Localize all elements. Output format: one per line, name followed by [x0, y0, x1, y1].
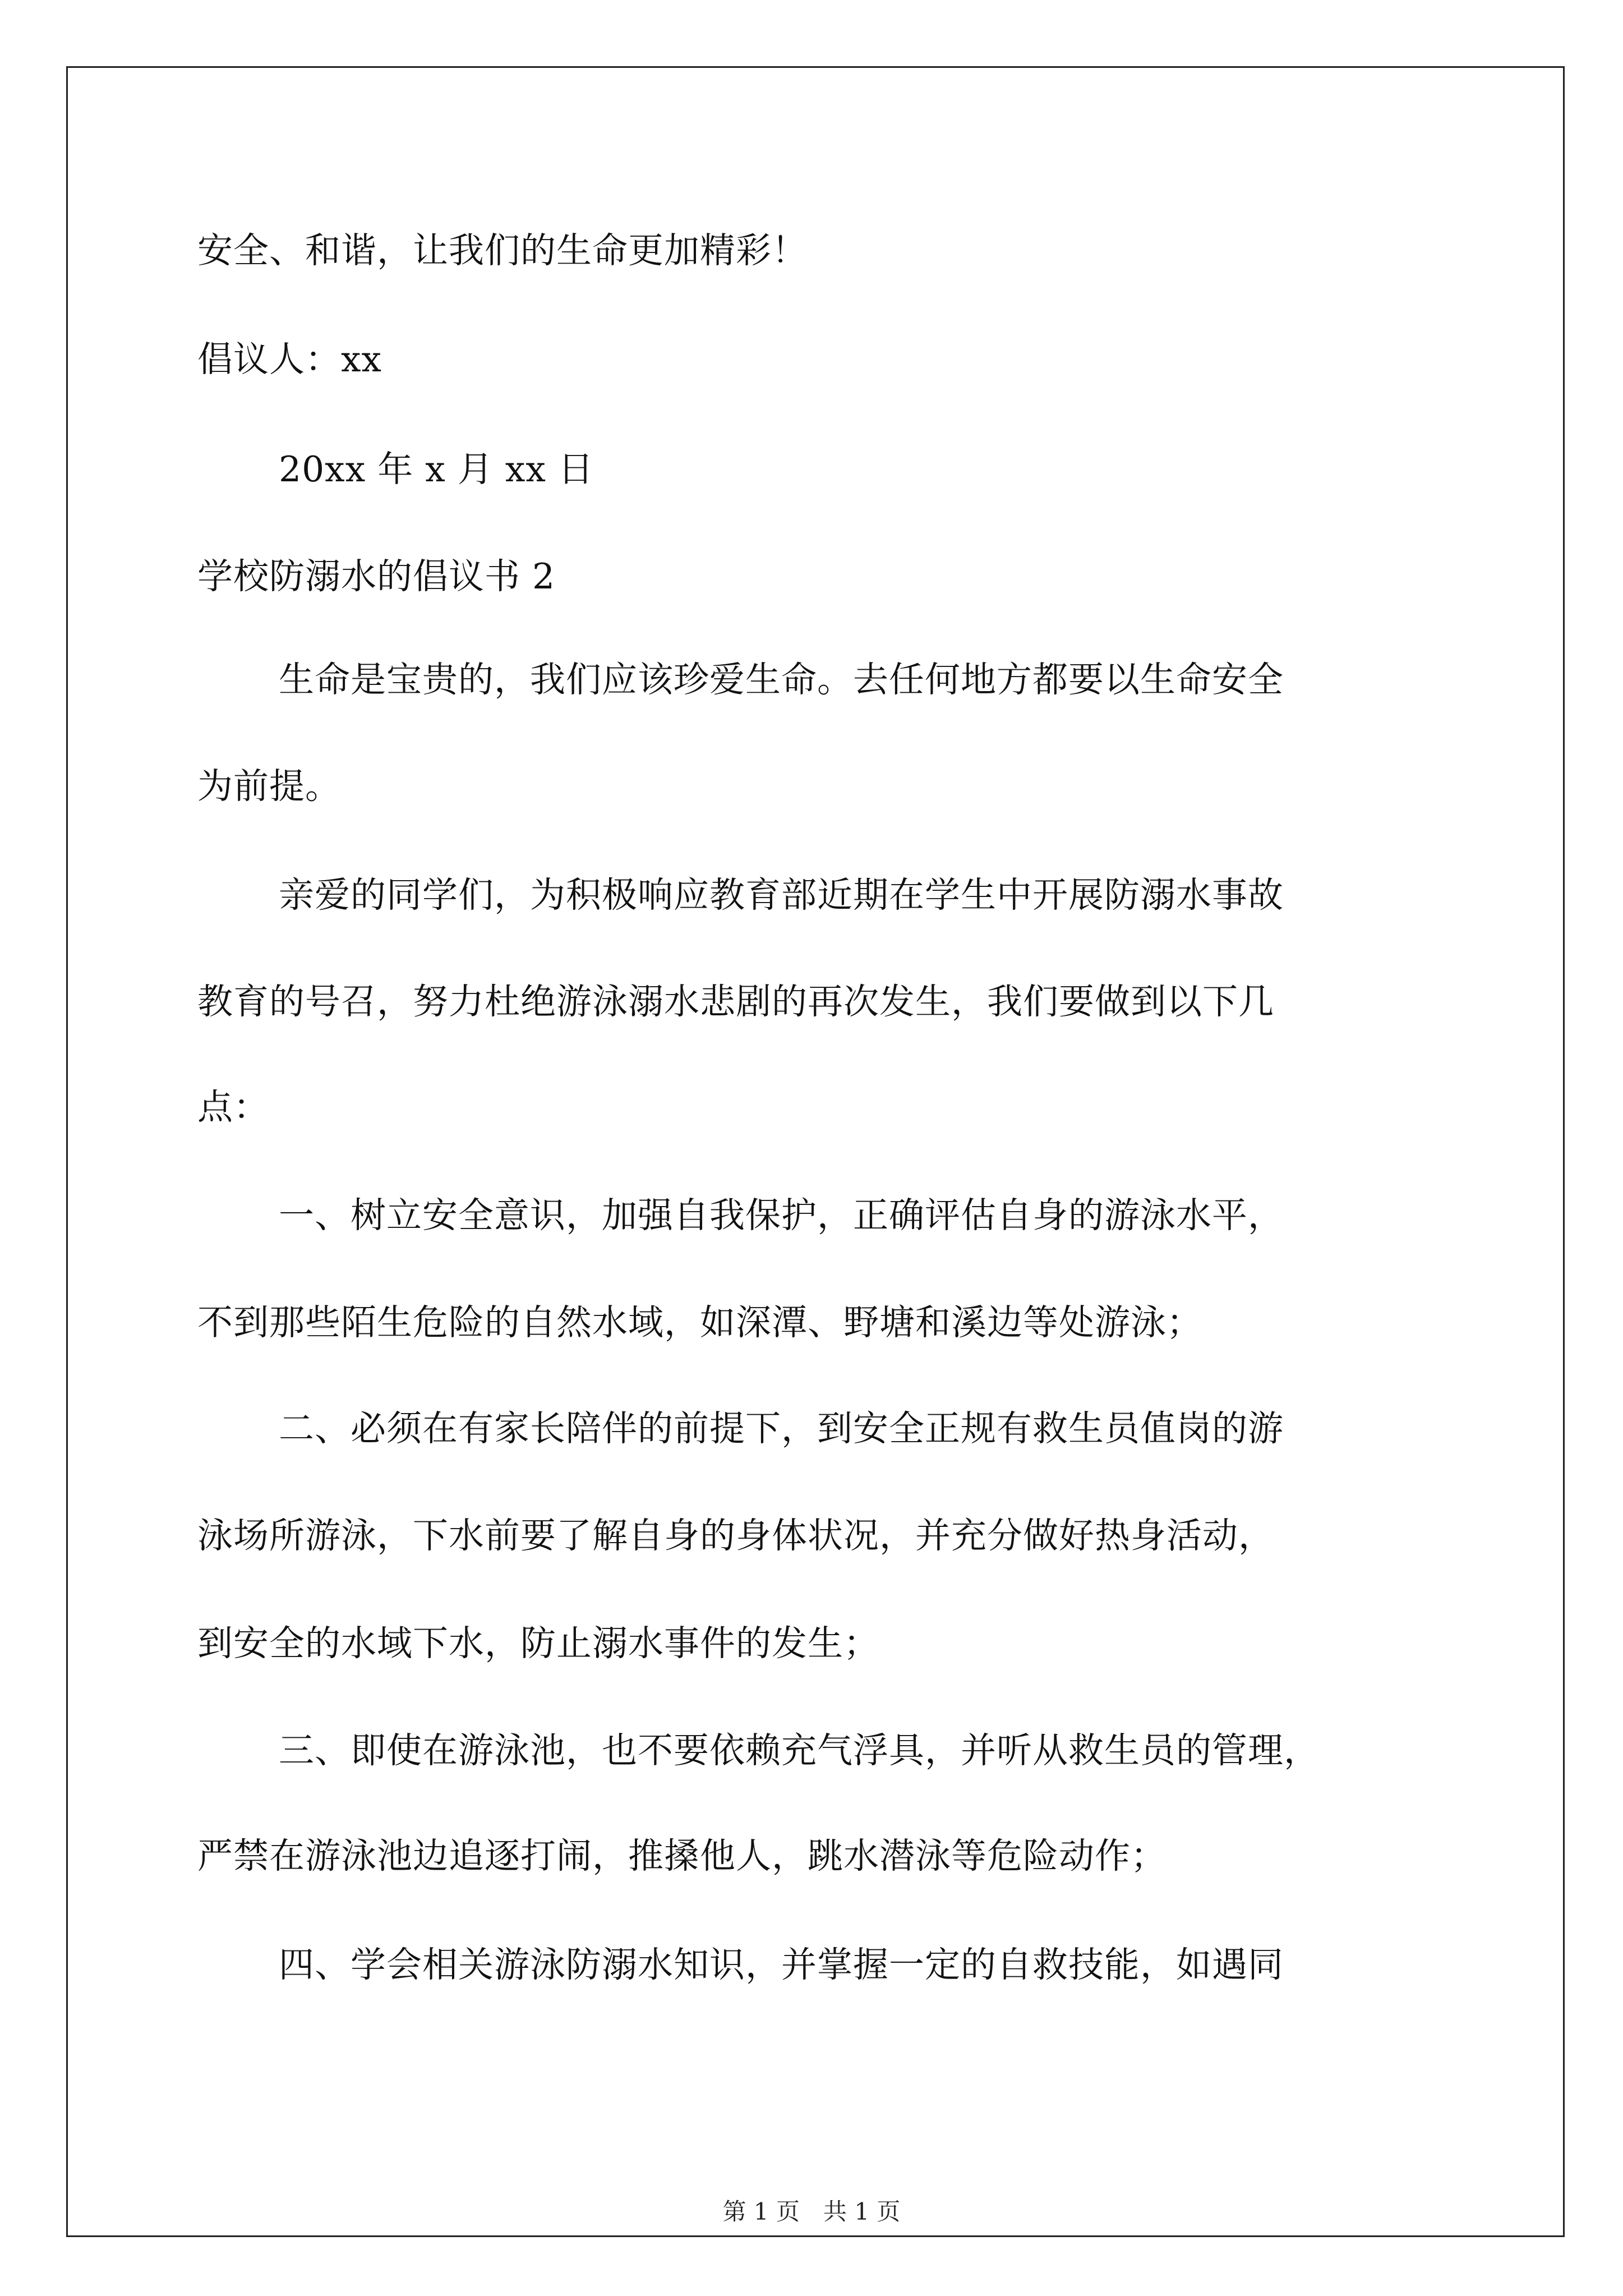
text-line: 泳场所游泳，下水前要了解自身的身体状况，并充分做好热身活动，	[197, 1515, 1274, 1556]
text-line: 安全、和谐，让我们的生命更加精彩！	[197, 230, 808, 271]
text-line: 到安全的水域下水，防止溺水事件的发生；	[197, 1623, 879, 1664]
text-line: 三、即使在游泳池，也不要依赖充气浮具，并听从救生员的管理，	[279, 1730, 1320, 1771]
text-line: 不到那些陌生危险的自然水域，如深潭、野塘和溪边等处游泳；	[197, 1302, 1202, 1343]
text-line: 为前提。	[197, 766, 341, 807]
text-line: 四、学会相关游泳防溺水知识，并掌握一定的自救技能，如遇同	[279, 1944, 1284, 1985]
text-line: 生命是宝贵的，我们应该珍爱生命。去任何地方都要以生命安全	[279, 659, 1284, 700]
page-border	[66, 66, 1565, 2237]
text-line: 亲爱的同学们，为积极响应教育部近期在学生中开展防溺水事故	[279, 875, 1284, 915]
page-footer: 第 1 页 共 1 页	[722, 2198, 901, 2225]
text-line: 教育的号召，努力杜绝游泳溺水悲剧的再次发生，我们要做到以下几	[197, 981, 1274, 1022]
text-line: 严禁在游泳池边追逐打闹，推搡他人，跳水潜泳等危险动作；	[197, 1835, 1166, 1876]
text-line: 二、必须在有家长陪伴的前提下，到安全正规有救生员值岗的游	[279, 1408, 1284, 1449]
text-line: 点：	[197, 1087, 269, 1128]
section-title: 学校防溺水的倡议书 2	[197, 556, 556, 597]
date-line: 20xx 年 x 月 xx 日	[279, 449, 594, 490]
text-line: 一、树立安全意识，加强自我保护，正确评估自身的游泳水平，	[279, 1195, 1284, 1236]
signatory-line: 倡议人：xx	[197, 339, 382, 380]
